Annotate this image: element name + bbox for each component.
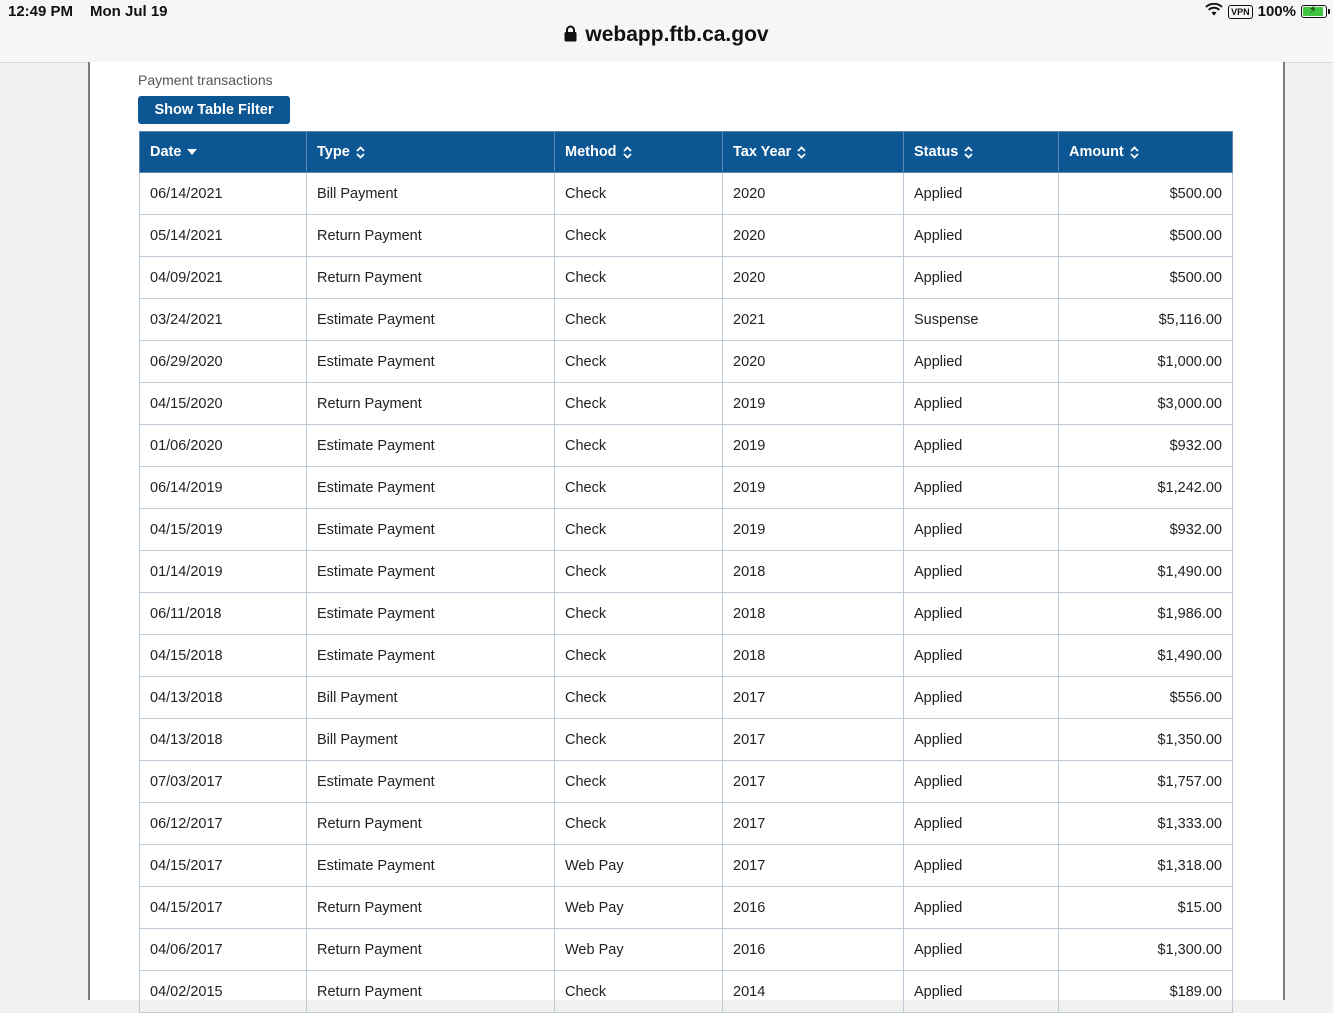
date-cell: 04/02/2015 — [140, 971, 307, 1013]
method-cell: Check — [555, 257, 723, 299]
column-header-label: Status — [914, 144, 959, 160]
tax-year-cell: 2018 — [723, 551, 904, 593]
status-date: Mon Jul 19 — [90, 3, 168, 20]
column-header-method[interactable] — [555, 132, 723, 173]
type-cell: Estimate Payment — [307, 509, 555, 551]
type-cell: Estimate Payment — [307, 551, 555, 593]
type-cell: Estimate Payment — [307, 761, 555, 803]
tax-year-cell: 2018 — [723, 593, 904, 635]
column-header-label: Method — [565, 144, 617, 160]
status-cell: Applied — [904, 845, 1059, 887]
tax-year-cell: 2019 — [723, 509, 904, 551]
method-cell: Web Pay — [555, 887, 723, 929]
method-cell: Check — [555, 341, 723, 383]
wifi-icon — [1205, 3, 1223, 20]
table-row — [140, 761, 1233, 803]
status-cell: Applied — [904, 173, 1059, 215]
table-header-row — [140, 132, 1233, 173]
sort-both-icon — [1130, 146, 1139, 159]
table-row — [140, 887, 1233, 929]
type-cell: Return Payment — [307, 887, 555, 929]
column-header-status[interactable] — [904, 132, 1059, 173]
date-cell: 03/24/2021 — [140, 299, 307, 341]
table-row — [140, 467, 1233, 509]
date-cell: 04/15/2017 — [140, 845, 307, 887]
type-cell: Return Payment — [307, 215, 555, 257]
status-cell: Applied — [904, 551, 1059, 593]
status-cell: Applied — [904, 509, 1059, 551]
section-title: Payment transactions — [138, 72, 273, 88]
amount-cell: $1,242.00 — [1059, 467, 1233, 509]
status-cell: Applied — [904, 257, 1059, 299]
type-cell: Estimate Payment — [307, 467, 555, 509]
method-cell: Web Pay — [555, 845, 723, 887]
table-row — [140, 173, 1233, 215]
type-cell: Return Payment — [307, 971, 555, 1013]
method-cell: Check — [555, 383, 723, 425]
address-bar[interactable] — [0, 23, 1333, 48]
tax-year-cell: 2020 — [723, 215, 904, 257]
date-cell: 04/13/2018 — [140, 677, 307, 719]
amount-cell: $189.00 — [1059, 971, 1233, 1013]
payment-transactions-table — [139, 131, 1233, 1013]
table-row — [140, 971, 1233, 1013]
table-row — [140, 593, 1233, 635]
table-row — [140, 257, 1233, 299]
method-cell: Web Pay — [555, 929, 723, 971]
date-cell: 07/03/2017 — [140, 761, 307, 803]
status-cell: Applied — [904, 803, 1059, 845]
type-cell: Bill Payment — [307, 677, 555, 719]
amount-cell: $1,757.00 — [1059, 761, 1233, 803]
date-cell: 05/14/2021 — [140, 215, 307, 257]
method-cell: Check — [555, 551, 723, 593]
amount-cell: $15.00 — [1059, 887, 1233, 929]
date-cell: 04/13/2018 — [140, 719, 307, 761]
amount-cell: $500.00 — [1059, 215, 1233, 257]
date-cell: 06/14/2021 — [140, 173, 307, 215]
tax-year-cell: 2018 — [723, 635, 904, 677]
type-cell: Bill Payment — [307, 173, 555, 215]
tax-year-cell: 2017 — [723, 845, 904, 887]
url-text: webapp.ftb.ca.gov — [585, 23, 769, 46]
table-row — [140, 929, 1233, 971]
table-row — [140, 299, 1233, 341]
column-header-label: Amount — [1069, 144, 1124, 160]
tax-year-cell: 2019 — [723, 467, 904, 509]
page-content — [88, 62, 1285, 1000]
sort-both-icon — [797, 146, 806, 159]
method-cell: Check — [555, 425, 723, 467]
amount-cell: $1,333.00 — [1059, 803, 1233, 845]
column-header-date[interactable] — [140, 132, 307, 173]
lock-icon — [564, 24, 577, 48]
table-row — [140, 845, 1233, 887]
method-cell: Check — [555, 509, 723, 551]
battery-percent: 100% — [1257, 3, 1296, 20]
tax-year-cell: 2020 — [723, 173, 904, 215]
column-header-tax-year[interactable] — [723, 132, 904, 173]
status-cell: Applied — [904, 593, 1059, 635]
date-cell: 06/29/2020 — [140, 341, 307, 383]
amount-cell: $3,000.00 — [1059, 383, 1233, 425]
tax-year-cell: 2020 — [723, 257, 904, 299]
status-cell: Applied — [904, 761, 1059, 803]
status-cell: Applied — [904, 425, 1059, 467]
ios-status-bar — [0, 0, 1333, 63]
type-cell: Return Payment — [307, 929, 555, 971]
tax-year-cell: 2019 — [723, 425, 904, 467]
sort-both-icon — [356, 146, 365, 159]
date-cell: 01/06/2020 — [140, 425, 307, 467]
table-row — [140, 803, 1233, 845]
table-body — [140, 173, 1233, 1013]
table-row — [140, 719, 1233, 761]
date-cell: 06/12/2017 — [140, 803, 307, 845]
table-row — [140, 425, 1233, 467]
date-cell: 06/14/2019 — [140, 467, 307, 509]
tax-year-cell: 2019 — [723, 383, 904, 425]
amount-cell: $500.00 — [1059, 257, 1233, 299]
column-header-type[interactable] — [307, 132, 555, 173]
amount-cell: $1,986.00 — [1059, 593, 1233, 635]
method-cell: Check — [555, 215, 723, 257]
type-cell: Estimate Payment — [307, 425, 555, 467]
table-row — [140, 677, 1233, 719]
tax-year-cell: 2016 — [723, 929, 904, 971]
status-indicators — [1205, 3, 1327, 20]
status-time: 12:49 PM — [8, 3, 74, 20]
tax-year-cell: 2017 — [723, 677, 904, 719]
status-cell: Applied — [904, 719, 1059, 761]
sort-descending-icon — [187, 149, 197, 155]
date-cell: 01/14/2019 — [140, 551, 307, 593]
amount-cell: $932.00 — [1059, 509, 1233, 551]
date-cell: 04/15/2017 — [140, 887, 307, 929]
battery-icon: ⚡ — [1301, 5, 1327, 18]
amount-cell: $1,350.00 — [1059, 719, 1233, 761]
amount-cell: $1,318.00 — [1059, 845, 1233, 887]
amount-cell: $1,300.00 — [1059, 929, 1233, 971]
amount-cell: $556.00 — [1059, 677, 1233, 719]
type-cell: Return Payment — [307, 383, 555, 425]
status-cell: Suspense — [904, 299, 1059, 341]
tax-year-cell: 2017 — [723, 803, 904, 845]
method-cell: Check — [555, 719, 723, 761]
date-cell: 04/06/2017 — [140, 929, 307, 971]
method-cell: Check — [555, 467, 723, 509]
show-table-filter-button[interactable]: Show Table Filter — [138, 96, 290, 124]
vpn-badge: VPN — [1228, 5, 1253, 19]
tax-year-cell: 2021 — [723, 299, 904, 341]
method-cell: Check — [555, 971, 723, 1013]
method-cell: Check — [555, 635, 723, 677]
tax-year-cell: 2016 — [723, 887, 904, 929]
status-cell: Applied — [904, 383, 1059, 425]
method-cell: Check — [555, 173, 723, 215]
amount-cell: $932.00 — [1059, 425, 1233, 467]
type-cell: Return Payment — [307, 257, 555, 299]
tax-year-cell: 2014 — [723, 971, 904, 1013]
tax-year-cell: 2017 — [723, 761, 904, 803]
type-cell: Estimate Payment — [307, 299, 555, 341]
type-cell: Estimate Payment — [307, 635, 555, 677]
type-cell: Estimate Payment — [307, 341, 555, 383]
status-cell: Applied — [904, 341, 1059, 383]
column-header-label: Date — [150, 144, 182, 160]
column-header-label: Type — [317, 144, 350, 160]
status-cell: Applied — [904, 929, 1059, 971]
sort-both-icon — [964, 146, 973, 159]
status-cell: Applied — [904, 887, 1059, 929]
amount-cell: $1,490.00 — [1059, 635, 1233, 677]
date-cell: 04/15/2020 — [140, 383, 307, 425]
method-cell: Check — [555, 593, 723, 635]
table-row — [140, 341, 1233, 383]
method-cell: Check — [555, 299, 723, 341]
date-cell: 06/11/2018 — [140, 593, 307, 635]
date-cell: 04/09/2021 — [140, 257, 307, 299]
table-row — [140, 635, 1233, 677]
date-cell: 04/15/2019 — [140, 509, 307, 551]
sort-both-icon — [623, 146, 632, 159]
amount-cell: $1,490.00 — [1059, 551, 1233, 593]
tax-year-cell: 2017 — [723, 719, 904, 761]
amount-cell: $5,116.00 — [1059, 299, 1233, 341]
method-cell: Check — [555, 803, 723, 845]
date-cell: 04/15/2018 — [140, 635, 307, 677]
table-row — [140, 509, 1233, 551]
method-cell: Check — [555, 677, 723, 719]
table-row — [140, 551, 1233, 593]
status-cell: Applied — [904, 215, 1059, 257]
status-cell: Applied — [904, 635, 1059, 677]
type-cell: Estimate Payment — [307, 845, 555, 887]
table-row — [140, 215, 1233, 257]
status-cell: Applied — [904, 467, 1059, 509]
type-cell: Return Payment — [307, 803, 555, 845]
table-row — [140, 383, 1233, 425]
status-cell: Applied — [904, 971, 1059, 1013]
type-cell: Bill Payment — [307, 719, 555, 761]
column-header-label: Tax Year — [733, 144, 792, 160]
tax-year-cell: 2020 — [723, 341, 904, 383]
type-cell: Estimate Payment — [307, 593, 555, 635]
amount-cell: $500.00 — [1059, 173, 1233, 215]
method-cell: Check — [555, 761, 723, 803]
amount-cell: $1,000.00 — [1059, 341, 1233, 383]
status-cell: Applied — [904, 677, 1059, 719]
column-header-amount[interactable] — [1059, 132, 1233, 173]
